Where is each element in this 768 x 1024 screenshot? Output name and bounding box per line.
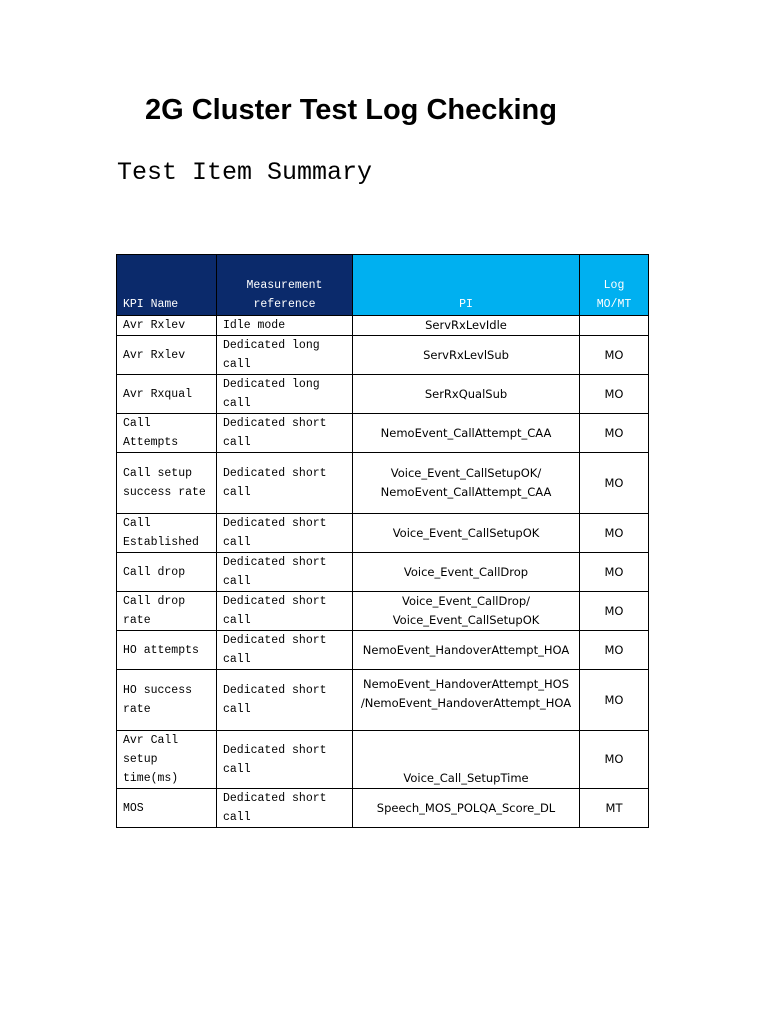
measurement-reference-line: Dedicated short [223, 556, 327, 569]
measurement-reference-line: Dedicated short [223, 417, 327, 430]
header-pi [353, 255, 580, 316]
cell-kpi-name [117, 414, 217, 453]
cell-log [580, 731, 649, 789]
log-value: MO [604, 564, 624, 579]
measurement-reference-line: call [223, 653, 251, 666]
cell-kpi-name [117, 592, 217, 631]
table-row [117, 453, 649, 514]
header-pi-label: PI [459, 298, 473, 311]
measurement-reference-line: Dedicated short [223, 634, 327, 647]
log-value: MO [604, 475, 624, 490]
measurement-reference-line: call [223, 536, 251, 549]
kpi-name-line: Call setup [123, 467, 193, 480]
pi-line: SerRxQualSub [424, 386, 508, 401]
measurement-reference-line: Dedicated short [223, 684, 327, 697]
kpi-name-line: Avr Call [123, 734, 179, 747]
table-row [117, 414, 649, 453]
measurement-reference-line: call [223, 762, 251, 776]
pi-line: NemoEvent_CallAttempt_CAA [380, 485, 552, 499]
pi-line: Voice_Call_SetupTime [403, 771, 529, 785]
cell-pi [353, 453, 580, 514]
measurement-reference-line: Idle mode [223, 319, 286, 332]
log-value: MO [604, 603, 624, 618]
table-row [117, 553, 649, 592]
cell-measurement-reference [217, 316, 353, 336]
kpi-name-line: setup [123, 753, 158, 766]
header-measurement-reference [217, 255, 353, 316]
document-subtitle: Test Item Summary [117, 158, 373, 187]
header-kpi-name [117, 255, 217, 316]
cell-measurement-reference [217, 592, 353, 631]
cell-measurement-reference [217, 414, 353, 453]
pi-line: Voice_Event_CallSetupOK [392, 525, 540, 540]
cell-pi [353, 789, 580, 828]
measurement-reference-line: Dedicated long [223, 378, 320, 391]
cell-pi [353, 316, 580, 336]
cell-kpi-name [117, 731, 217, 789]
kpi-name-line: HO attempts [123, 643, 199, 657]
measurement-reference-line: Dedicated long [223, 339, 320, 352]
table-row [117, 592, 649, 631]
pi-line: Voice_Event_CallSetupOK [392, 613, 540, 627]
measurement-reference-line: call [223, 811, 251, 824]
kpi-name-line: Avr Rxlev [123, 348, 186, 362]
log-value: MO [604, 752, 624, 766]
cell-kpi-name [117, 514, 217, 553]
cell-kpi-name [117, 789, 217, 828]
kpi-name-line: rate [123, 703, 151, 716]
cell-measurement-reference [217, 731, 353, 789]
measurement-reference-line: call [223, 358, 251, 371]
kpi-name-line: Call drop [123, 595, 186, 608]
document-title: 2G Cluster Test Log Checking [145, 94, 557, 126]
measurement-reference-line: call [223, 614, 251, 627]
cell-measurement-reference [217, 453, 353, 514]
measurement-reference-line: Dedicated short [223, 792, 327, 805]
cell-measurement-reference [217, 670, 353, 731]
cell-pi [353, 336, 580, 375]
pi-line: Speech_MOS_POLQA_Score_DL [376, 800, 556, 815]
measurement-reference-line: call [223, 397, 251, 410]
cell-pi [353, 731, 580, 789]
header-measurement-line-2: reference [253, 298, 316, 311]
cell-log [580, 631, 649, 670]
cell-pi [353, 631, 580, 670]
cell-pi [353, 592, 580, 631]
table-row [117, 316, 649, 336]
cell-kpi-name [117, 316, 217, 336]
cell-log [580, 375, 649, 414]
log-value: MO [604, 692, 624, 707]
cell-log [580, 336, 649, 375]
pi-line: ServRxLevIdle [425, 318, 507, 332]
pi-line: Voice_Event_CallSetupOK/ [390, 466, 542, 480]
kpi-summary-table [116, 254, 649, 828]
cell-log [580, 453, 649, 514]
header-kpi-name-label: KPI Name [123, 298, 179, 311]
table-body [117, 316, 649, 828]
cell-pi [353, 375, 580, 414]
table-row [117, 789, 649, 828]
table-header-row [117, 255, 649, 316]
cell-pi [353, 514, 580, 553]
pi-line: NemoEvent_CallAttempt_CAA [380, 425, 552, 440]
table-row [117, 731, 649, 789]
cell-measurement-reference [217, 514, 353, 553]
log-value: MO [604, 642, 624, 657]
kpi-name-line: MOS [123, 801, 144, 815]
kpi-name-line: Call Attempts [123, 417, 179, 449]
cell-measurement-reference [217, 375, 353, 414]
cell-log [580, 553, 649, 592]
table-row [117, 336, 649, 375]
measurement-reference-line: call [223, 703, 251, 716]
cell-measurement-reference [217, 336, 353, 375]
cell-log [580, 592, 649, 631]
log-value: MT [605, 800, 623, 815]
table-row [117, 670, 649, 731]
header-log-line-1: Log [603, 279, 625, 292]
cell-kpi-name [117, 336, 217, 375]
cell-pi [353, 670, 580, 731]
pi-line: Voice_Event_CallDrop [403, 564, 529, 579]
table-row [117, 514, 649, 553]
kpi-name-line: HO success [123, 684, 193, 697]
kpi-name-line: Call drop [123, 565, 186, 579]
cell-measurement-reference [217, 631, 353, 670]
pi-line: NemoEvent_HandoverAttempt_HOS [362, 677, 570, 691]
measurement-reference-line: call [223, 436, 251, 449]
cell-pi [353, 414, 580, 453]
cell-log [580, 789, 649, 828]
kpi-name-line: rate [123, 614, 151, 627]
pi-line: Voice_Event_CallDrop/ [401, 594, 531, 608]
pi-line: ServRxLevlSub [423, 347, 509, 362]
cell-measurement-reference [217, 553, 353, 592]
measurement-reference-line: Dedicated short [223, 467, 327, 480]
kpi-name-line: Established [123, 536, 199, 549]
cell-kpi-name [117, 631, 217, 670]
log-value: MO [604, 425, 624, 440]
kpi-name-line: Avr Rxqual [123, 387, 193, 401]
header-measurement-line-1: Measurement [246, 279, 323, 292]
measurement-reference-line: Dedicated short [223, 595, 327, 608]
cell-pi [353, 553, 580, 592]
log-value: MO [604, 347, 624, 362]
cell-kpi-name [117, 553, 217, 592]
kpi-name-line: time(ms) [123, 772, 179, 785]
cell-kpi-name [117, 453, 217, 514]
cell-measurement-reference [217, 789, 353, 828]
measurement-reference-line: Dedicated short [223, 517, 327, 530]
cell-log [580, 514, 649, 553]
log-value: MO [604, 386, 624, 401]
kpi-name-line: Call [123, 517, 151, 530]
measurement-reference-line: Dedicated short [223, 743, 327, 757]
table-row [117, 631, 649, 670]
cell-log [580, 670, 649, 731]
pi-line: NemoEvent_HandoverAttempt_HOA [362, 642, 570, 657]
kpi-name-line: Avr Rxlev [123, 319, 186, 332]
cell-kpi-name [117, 375, 217, 414]
pi-line: /NemoEvent_HandoverAttempt_HOA [360, 696, 572, 710]
cell-log [580, 316, 649, 336]
log-value: MO [604, 525, 624, 540]
cell-log [580, 414, 649, 453]
table-row [117, 375, 649, 414]
measurement-reference-line: call [223, 486, 251, 499]
kpi-name-line: success rate [123, 486, 206, 499]
header-log-line-2: MO/MT [596, 298, 632, 311]
measurement-reference-line: call [223, 575, 251, 588]
cell-kpi-name [117, 670, 217, 731]
header-log [580, 255, 649, 316]
